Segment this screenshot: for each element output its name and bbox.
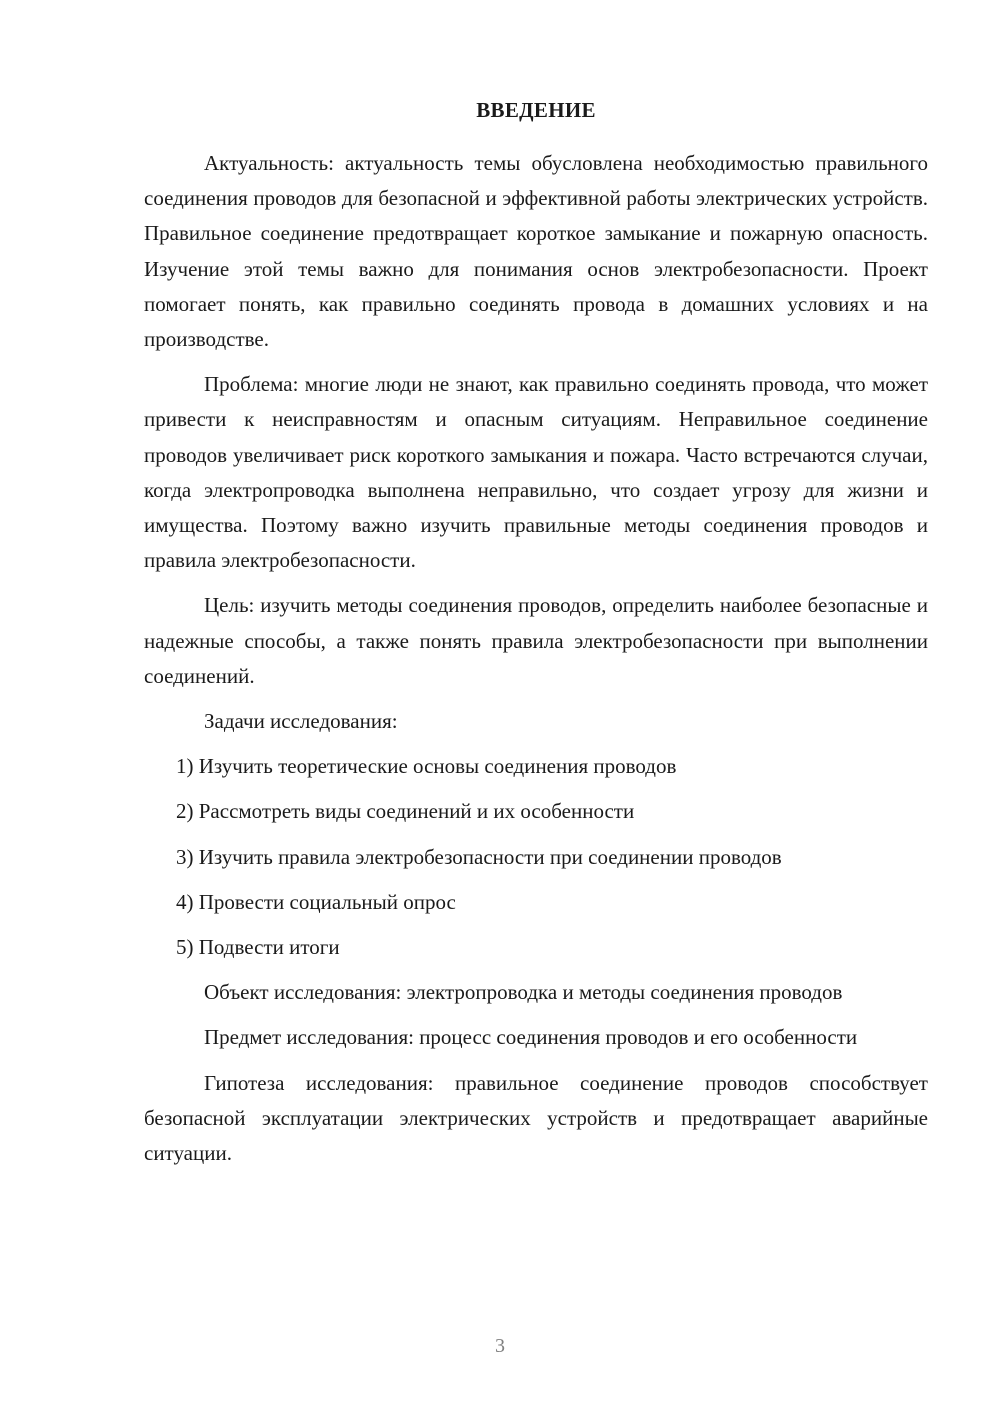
list-item: 5) Подвести итоги [176, 935, 340, 960]
paragraph-relevance: Актуальность: актуальность темы обусловлена необходимостью правильного соединения проводов для безопасной и эффективной работы электрических устройств. Правильное соединение предотвращает короткое замыкание и пожарную опасность. Изучение этой темы важно для понимания основ электробезопасности. Проект помогает понять, как правильно соединять провода в домашних условиях и на производстве. [144, 151, 928, 352]
list-item: 4) Провести социальный опрос [176, 889, 456, 914]
page-number: 3 [495, 1335, 505, 1357]
paragraph-subject: Предмет исследования: процесс соединения проводов и его особенности [204, 1025, 858, 1050]
page-title: ВВЕДЕНИЕ [476, 98, 596, 122]
paragraph-goal: Цель: изучить методы соединения проводов, определить наиболее безопасные и надежные способы, а также понять правила электробезопасности при выполнении соединений. [144, 593, 928, 688]
page-content [144, 96, 928, 1181]
list-item: 3) Изучить правила электробезопасности при соединении проводов [176, 844, 782, 869]
list-item: 2) Рассмотреть виды соединений и их особенности [176, 799, 635, 824]
paragraph-hypothesis: Гипотеза исследования: правильное соединение проводов способствует безопасной эксплуатации электрических устройств и предотвращает аварийные ситуации. [144, 1070, 928, 1166]
task-list [144, 749, 928, 965]
list-item: 1) Изучить теоретические основы соединения проводов [176, 754, 677, 779]
paragraph-problem: Проблема: многие люди не знают, как правильно соединять провода, что может привести к неисправностям и опасным ситуациям. Неправильное соединение проводов увеличивает риск короткого замыкания и пожара. Часто встречаются случаи, когда электропроводка выполнена неправильно, что создает угрозу для жизни и имущества. Поэтому важно изучить правильные методы соединения проводов и правила электробезопасности. [144, 372, 928, 573]
paragraph-object: Объект исследования: электропроводка и методы соединения проводов [204, 980, 843, 1005]
tasks-heading: Задачи исследования: [204, 709, 398, 734]
